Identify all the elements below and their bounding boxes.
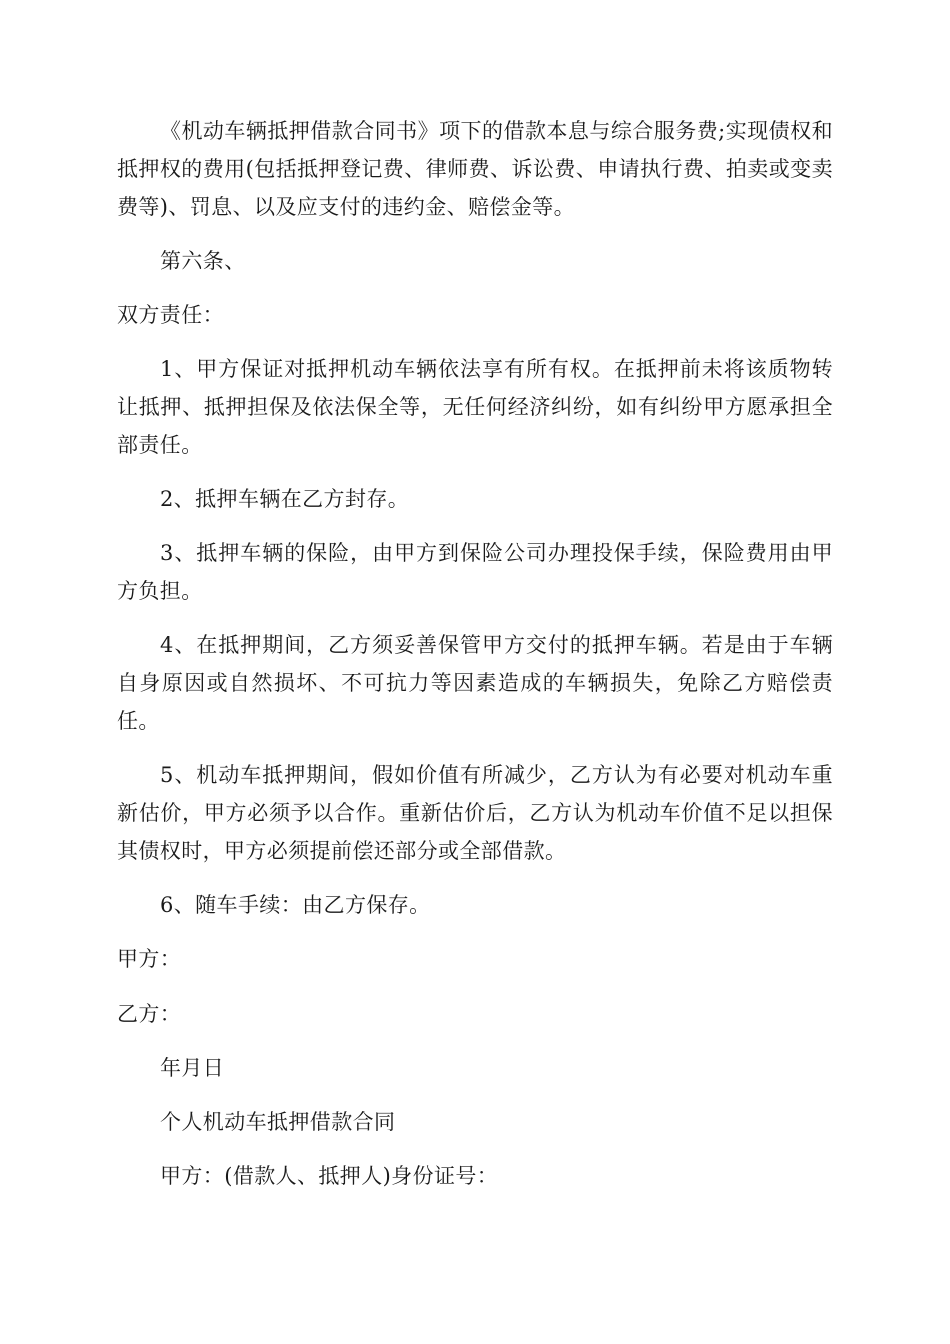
paragraph-secured-debt-scope: 《机动车辆抵押借款合同书》项下的借款本息与综合服务费;实现债权和抵押权的费用(包括抵押登记费、律师费、诉讼费、申请执行费、拍卖或变卖费等)、罚息、以及应支付的违约金、赔偿金等。 <box>117 119 833 219</box>
paragraph-clause-1: 1、甲方保证对抵押机动车辆依法享有所有权。在抵押前未将该质物转让抵押、抵押担保及依法保全等，无任何经济纠纷，如有纠纷甲方愿承担全部责任。 <box>117 357 833 457</box>
paragraph-clause-4: 4、在抵押期间，乙方须妥善保管甲方交付的抵押车辆。若是由于车辆自身原因或自然损坏、不可抗力等因素造成的车辆损失，免除乙方赔偿责任。 <box>117 633 833 733</box>
party-a-id-line: 甲方：(借款人、抵押人)身份证号： <box>160 1164 499 1188</box>
contract-title: 个人机动车抵押借款合同 <box>160 1110 396 1134</box>
signature-party-b: 乙方： <box>117 1002 182 1026</box>
paragraph-clause-6: 6、随车手续：由乙方保存。 <box>160 893 431 917</box>
paragraph-clause-2: 2、抵押车辆在乙方封存。 <box>160 487 410 511</box>
signature-date: 年月日 <box>160 1056 225 1080</box>
paragraph-mutual-responsibilities-heading: 双方责任： <box>117 303 224 327</box>
signature-party-a: 甲方： <box>117 947 182 971</box>
paragraph-article-six-heading: 第六条、 <box>160 249 246 273</box>
paragraph-clause-5: 5、机动车抵押期间，假如价值有所减少，乙方认为有必要对机动车重新估价，甲方必须予以合作。重新估价后，乙方认为机动车价值不足以担保其债权时，甲方必须提前偿还部分或全部借款。 <box>117 763 833 863</box>
paragraph-clause-3: 3、抵押车辆的保险，由甲方到保险公司办理投保手续，保险费用由甲方负担。 <box>117 541 833 603</box>
